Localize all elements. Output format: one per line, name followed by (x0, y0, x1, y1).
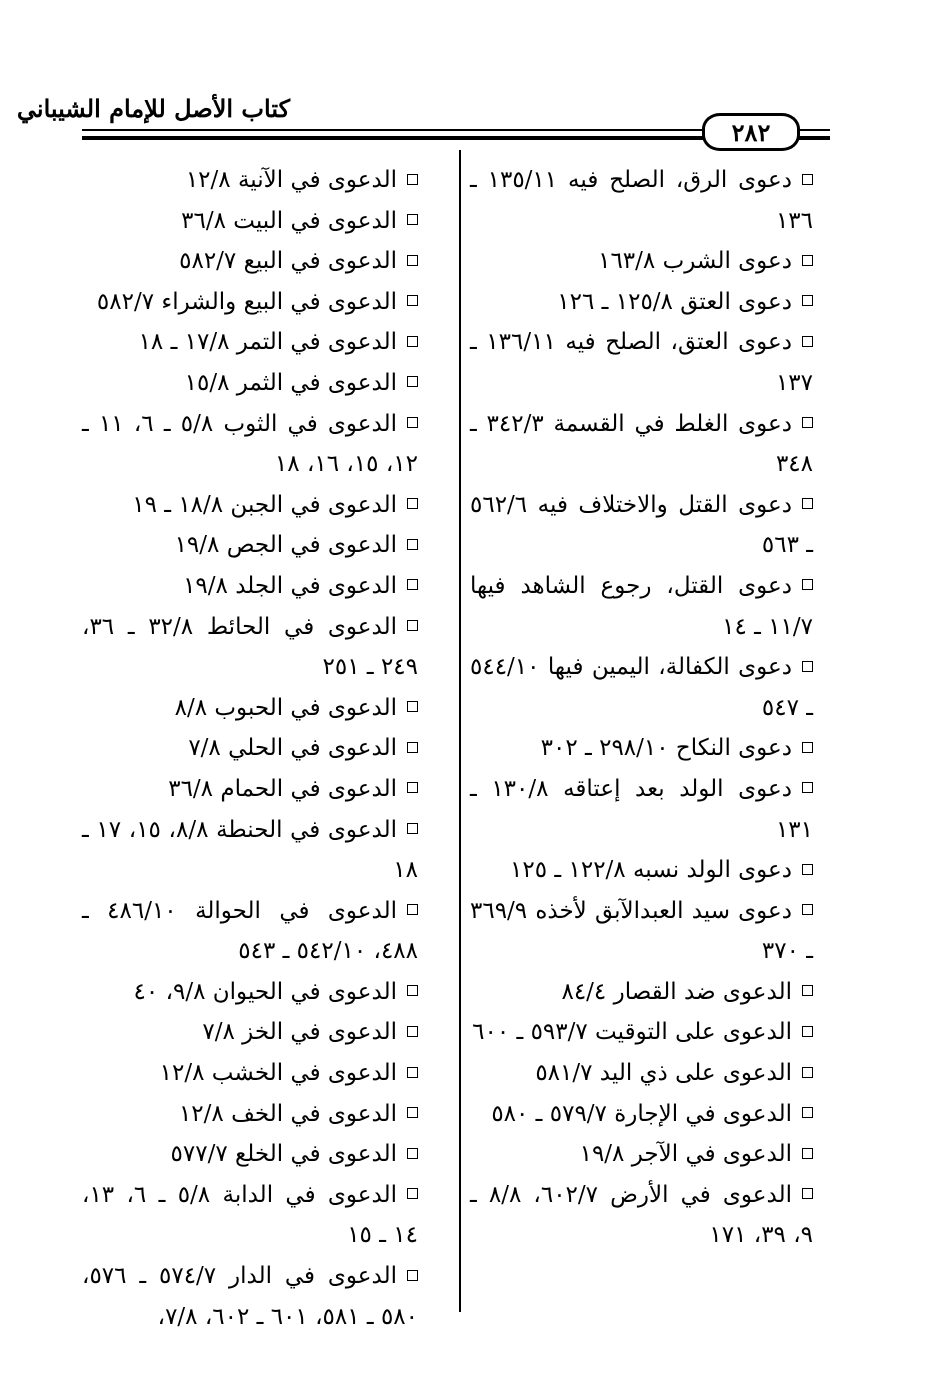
index-entry-text: الدعوى في الثوب ٥/٨ ـ ٦، ١١ ـ ١٢، ١٥، ١٦، ١٨ (82, 410, 418, 478)
index-entry (82, 322, 420, 363)
square-bullet-icon (802, 174, 813, 185)
index-entry-text: الدعوى في الحائط ٣٢/٨ ـ ٣٦، ٢٤٩ ـ ٢٥١ (82, 613, 418, 681)
index-entry (82, 769, 420, 810)
square-bullet-icon (407, 823, 418, 834)
index-entry (82, 363, 420, 404)
square-bullet-icon (407, 579, 418, 590)
index-entry (82, 891, 420, 972)
index-entry-text: دعوى العتق، الصلح فيه ١٣٦/١١ ـ ١٣٧ (470, 329, 813, 396)
index-entry-text: دعوى الغلط في القسمة ٣٤٢/٣ ـ ٣٤٨ (470, 410, 813, 478)
square-bullet-icon (407, 174, 418, 185)
index-entry (470, 322, 815, 403)
index-entry-text: الدعوى في الحيوان ٩/٨، ٤٠ (133, 978, 397, 1005)
index-entry (82, 282, 420, 323)
index-entry (470, 769, 815, 850)
index-entry (470, 850, 815, 891)
square-bullet-icon (407, 255, 418, 266)
index-entry-text: الدعوى في الأرض ٦٠٢/٧، ٨/٨ ـ ٩، ٣٩، ١٧١ (470, 1181, 813, 1249)
index-entry-text: الدعوى في الدار ٥٧٤/٧ ـ ٥٧٦، ٥٨٠ ـ ٥٨١، ٦٠١ ـ ٦٠٢، ٧/٨، (82, 1263, 418, 1330)
index-entry (470, 1094, 815, 1135)
index-entry (470, 404, 815, 485)
square-bullet-icon (802, 1107, 813, 1118)
index-entry (470, 241, 815, 282)
square-bullet-icon (407, 336, 418, 347)
square-bullet-icon (407, 1067, 418, 1078)
index-entry (82, 485, 420, 526)
square-bullet-icon (802, 579, 813, 590)
square-bullet-icon (407, 1148, 418, 1159)
index-entry (470, 282, 815, 323)
index-entry (470, 1175, 815, 1256)
index-entry-text: دعوى الولد بعد إعتاقه ١٣٠/٨ ـ ١٣١ (470, 775, 813, 843)
index-entry-text: الدعوى في الدابة ٥/٨ ـ ٦، ١٣، ١٤ ـ ١٥ (82, 1181, 418, 1249)
index-entry (470, 160, 815, 241)
index-entry-text: الدعوى في الإجارة ٥٧٩/٧ ـ ٥٨٠ (491, 1100, 792, 1127)
square-bullet-icon (407, 295, 418, 306)
column-divider (459, 150, 461, 1312)
index-entry-text: دعوى سيد العبدالآبق لأخذه ٣٦٩/٩ ـ ٣٧٠ (470, 897, 813, 965)
index-entry (470, 891, 815, 972)
index-entry (82, 728, 420, 769)
index-entry-text: دعوى النكاح ٢٩٨/١٠ ـ ٣٠٢ (540, 735, 792, 762)
square-bullet-icon (407, 620, 418, 631)
index-entry (470, 485, 815, 566)
index-entry-text: الدعوى على ذي اليد ٥٨١/٧ (535, 1060, 792, 1087)
index-entry (470, 566, 815, 647)
square-bullet-icon (802, 864, 813, 875)
index-column-left (82, 160, 420, 1337)
square-bullet-icon (802, 985, 813, 996)
index-entry-text: دعوى الولد نسبه ١٢٢/٨ ـ ١٢٥ (510, 857, 792, 884)
index-entry-text: الدعوى في الحلي ٧/٨ (188, 735, 397, 762)
square-bullet-icon (407, 742, 418, 753)
index-entry-text: الدعوى في الحوالة ٤٨٦/١٠ ـ ٤٨٨، ٥٤٢/١٠ ـ ٥٤٣ (82, 897, 418, 965)
index-entry (82, 1134, 420, 1175)
index-entry-text: دعوى العتق ١٢٥/٨ ـ ١٢٦ (557, 288, 792, 315)
index-entry-text: الدعوى في الحنطة ٨/٨، ١٥، ١٧ ـ ١٨ (82, 816, 418, 884)
index-entry-text: الدعوى في الخز ٧/٨ (202, 1019, 397, 1046)
index-entry-text: الدعوى في الآنية ١٢/٨ (185, 167, 397, 193)
index-entry-text: الدعوى في البيت ٣٦/٨ (181, 207, 397, 234)
square-bullet-icon (802, 417, 813, 428)
page-number: ٢٨٢ (702, 113, 800, 151)
index-entry (82, 404, 420, 485)
index-entry (82, 688, 420, 729)
index-entry-text: دعوى الرق، الصلح فيه ١٣٥/١١ ـ ١٣٦ (470, 167, 813, 234)
index-entry (82, 201, 420, 242)
square-bullet-icon (802, 904, 813, 915)
index-entry-text: الدعوى في الجلد ١٩/٨ (183, 572, 397, 599)
running-header-title: كتاب الأصل للإمام الشيباني (16, 94, 290, 123)
index-entry-text: الدعوى في الخشب ١٢/٨ (159, 1060, 397, 1087)
index-entry (82, 1256, 420, 1337)
index-entry (470, 1012, 815, 1053)
index-entry (470, 728, 815, 769)
index-entry (470, 1053, 815, 1094)
index-entry-text: الدعوى في الحمام ٣٦/٨ (168, 775, 397, 802)
index-entry (82, 972, 420, 1013)
square-bullet-icon (407, 376, 418, 387)
index-entry-text: الدعوى في البيع ٥٨٢/٧ (179, 248, 397, 275)
index-entry (82, 160, 420, 201)
index-entry (82, 1012, 420, 1053)
square-bullet-icon (407, 1270, 418, 1281)
square-bullet-icon (802, 1067, 813, 1078)
square-bullet-icon (407, 1188, 418, 1199)
square-bullet-icon (802, 1026, 813, 1037)
index-entry (470, 972, 815, 1013)
square-bullet-icon (802, 295, 813, 306)
index-entry (82, 1094, 420, 1135)
index-entry-text: دعوى الشرب ١٦٣/٨ (598, 248, 792, 275)
index-entry (82, 566, 420, 607)
index-entry-text: الدعوى في البيع والشراء ٥٨٢/٧ (96, 288, 397, 315)
square-bullet-icon (802, 1148, 813, 1159)
index-entry-text: الدعوى في الجبن ١٨/٨ ـ ١٩ (132, 491, 397, 518)
index-entry-text: الدعوى ضد القصار ٨٤/٤ (561, 978, 792, 1005)
square-bullet-icon (802, 1188, 813, 1199)
square-bullet-icon (407, 904, 418, 915)
index-entry-text: الدعوى في الآجر ١٩/٨ (579, 1141, 792, 1168)
index-column-right (470, 160, 815, 1256)
square-bullet-icon (407, 214, 418, 225)
square-bullet-icon (802, 255, 813, 266)
index-entry (470, 647, 815, 728)
index-entry (82, 241, 420, 282)
index-entry-text: الدعوى في الثمر ١٥/٨ (184, 369, 397, 396)
index-entry (470, 1134, 815, 1175)
index-entry (82, 1175, 420, 1256)
index-entry (82, 1053, 420, 1094)
index-entry-text: الدعوى في الخف ١٢/٨ (178, 1100, 397, 1127)
square-bullet-icon (802, 661, 813, 672)
index-entry-text: دعوى الكفالة، اليمين فيها ٥٤٤/١٠ ـ ٥٤٧ (470, 654, 813, 721)
index-entry-text: الدعوى في الجص ١٩/٨ (174, 532, 397, 559)
index-entry-text: الدعوى في الخلع ٥٧٧/٧ (170, 1141, 397, 1168)
index-entry-text: الدعوى في التمر ١٧/٨ ـ ١٨ (138, 329, 397, 356)
square-bullet-icon (802, 782, 813, 793)
index-entry (82, 810, 420, 891)
index-entry (82, 607, 420, 688)
square-bullet-icon (802, 742, 813, 753)
square-bullet-icon (407, 701, 418, 712)
square-bullet-icon (407, 1107, 418, 1118)
square-bullet-icon (407, 539, 418, 550)
index-entry-text: الدعوى في الحبوب ٨/٨ (174, 694, 397, 721)
index-entry-text: دعوى القتل والاختلاف فيه ٥٦٢/٦ ـ ٥٦٣ (470, 491, 813, 559)
square-bullet-icon (407, 417, 418, 428)
square-bullet-icon (407, 1026, 418, 1037)
square-bullet-icon (407, 985, 418, 996)
square-bullet-icon (802, 336, 813, 347)
square-bullet-icon (407, 782, 418, 793)
index-entry-text: الدعوى على التوقيت ٥٩٣/٧ ـ ٦٠٠ (472, 1019, 792, 1046)
square-bullet-icon (407, 498, 418, 509)
index-entry-text: دعوى القتل، رجوع الشاهد فيها ١١/٧ ـ ١٤ (470, 572, 813, 640)
square-bullet-icon (802, 498, 813, 509)
index-entry (82, 525, 420, 566)
